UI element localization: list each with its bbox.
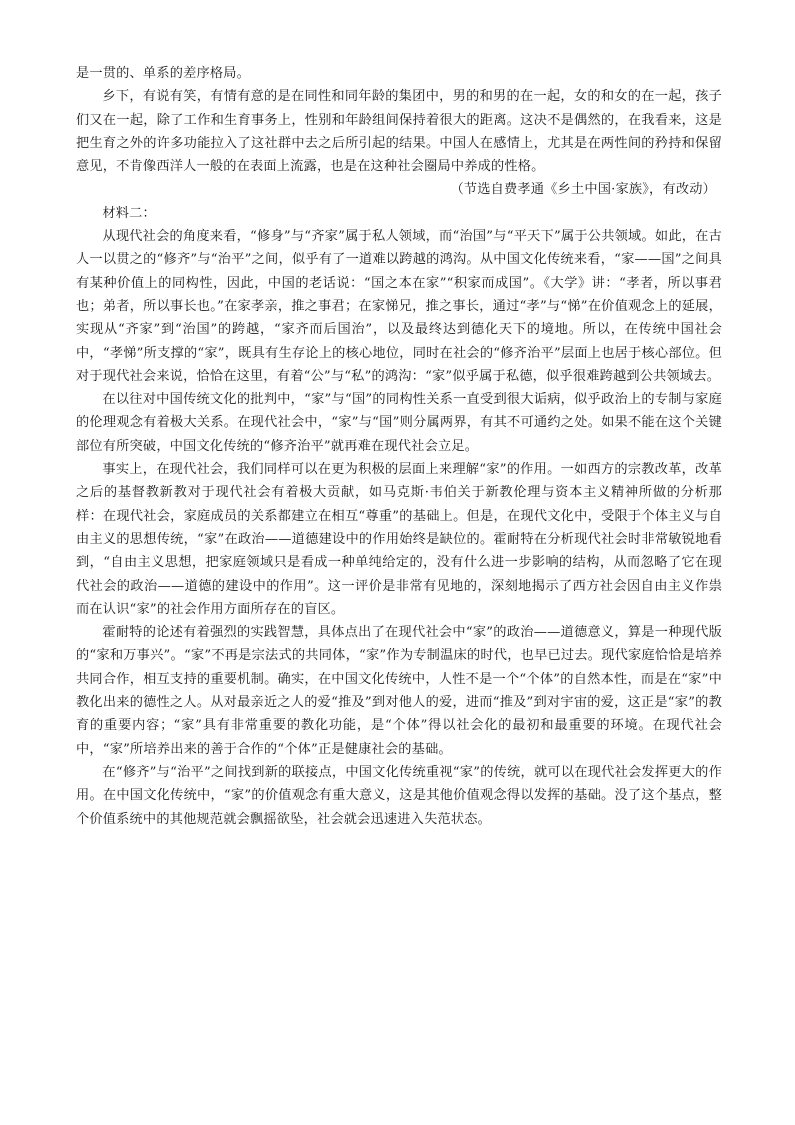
paragraph-honneth: 霍耐特的论述有着强烈的实践智慧，具体点出了在现代社会中“家”的政治——道德意义，算是一种现代版的“家和万事兴”。“家”不再是宗法式的共同体，“家”作为专制温床的时代，也早已过去。现代家庭恰恰是培养共同合作，相互支持的重要机制。确实，在中国文化传统中，人性不是一个“个体”的自然本性，而是在“家”中教化出来的德性之人。从对最亲近之人的爱“推及”到对他人的爱，进而“推及”到对宇宙的爱，这正是“家”的教育的重要内容；“家”具有非常重要的教化功能，是“个体”得以社会化的最初和最重要的环境。在现代社会中，“家”所培养出来的善于合作的“个体”正是健康社会的基础。 (76, 625, 722, 757)
paragraph-rural-groups: 乡下，有说有笑，有情有意的是在同性和同年龄的集团中，男的和男的在一起，女的和女的在一起，孩子们又在一起，除了工作和生育事务上，性别和年龄组间保持着很大的距离。这决不是偶然的，在我看来，这是把生育之外的许多功能拉入了这社群中去之后所引起的结果。中国人在感情上，尤其是在两性间的矜持和保留意见，不肯像西洋人一般的在表面上流露，也是在这种社会圈局中养成的性格。 (76, 89, 722, 175)
paragraph-modern-family: 事实上，在现代社会，我们同样可以在更为积极的层面上来理解“家”的作用。一如西方的宗教改革，改革之后的基督教新教对于现代社会有着极大贡献，如马克斯·韦伯关于新教伦理与资本主义精神所做的分析那样：在现代社会，家庭成员的关系都建立在相互“尊重”的基础上。但是，在现代文化中，受限于个体主义与自由主义的思想传统，“家”在政治——道德建设中的作用始终是缺位的。霍耐特在分析现代社会时非常敏锐地看到，“自由主义思想，把家庭领域只是看成一种单纯给定的，没有什么进一步影响的结构，从而忽略了它在现代社会的政治——道德的建设中的作用”。这一评价是非常有见地的，深刻地揭示了西方社会因自由主义作祟而在认识“家”的社会作用方面所存在的盲区。 (76, 462, 722, 617)
paragraph-conclusion: 在“修齐”与“治平”之间找到新的联接点，中国文化传统重视“家”的传统，就可以在现代社会发挥更大的作用。在中国文化传统中，“家”的价值观念有重大意义，这是其他价值观念得以发挥的基础。没了这个基点，整个价值系统中的其他规范就会飘摇欲坠，社会就会迅速进入失范状态。 (76, 764, 722, 827)
source-citation: （节选自费孝通《乡土中国·家族》，有改动） (450, 182, 716, 198)
paragraph-family-state: 从现代社会的角度来看，“修身”与“齐家”属于私人领域，而“治国”与“平天下”属于公共领域。如此，在古人一以贯之的“修齐”与“治平”之间，似乎有了一道难以跨越的鸿沟。从中国文化传统来看，“家——国”之间具有某种价值上的同构性，因此，中国的老话说：“国之本在家”“积家而成国”。《大学》讲：“孝者，所以事君也；弟者，所以事长也。”在家孝亲，推之事君；在家悌兄，推之事长，通过“孝”与“悌”在价值观念上的延展，实现从“齐家”到“治国”的跨越，“家齐而后国治”，以及最终达到德化天下的境地。所以，在传统中国社会中，“孝悌”所支撑的“家”，既具有生存论上的核心地位，同时在社会的“修齐治平”层面上也居于核心部位。但对于现代社会来说，恰恰在这里，有着“公”与“私”的鸿沟：“家”似乎属于私德，似乎很难跨越到公共领域去。 (76, 229, 722, 384)
paragraph-criticism: 在以往对中国传统文化的批判中，“家”与“国”的同构性关系一直受到很大诟病，似乎政治上的专制与家庭的伦理观念有着极大关系。在现代社会中，“家”与“国”则分属两界，有其不可通约之处。如果不能在这个关键部位有所突破，中国文化传统的“修齐治平”就再难在现代社会立足。 (76, 392, 722, 454)
document-page (76, 62, 722, 831)
paragraph-continuation: 是一贯的、单系的差序格局。 (76, 66, 251, 81)
material-two-heading: 材料二： (102, 205, 156, 221)
